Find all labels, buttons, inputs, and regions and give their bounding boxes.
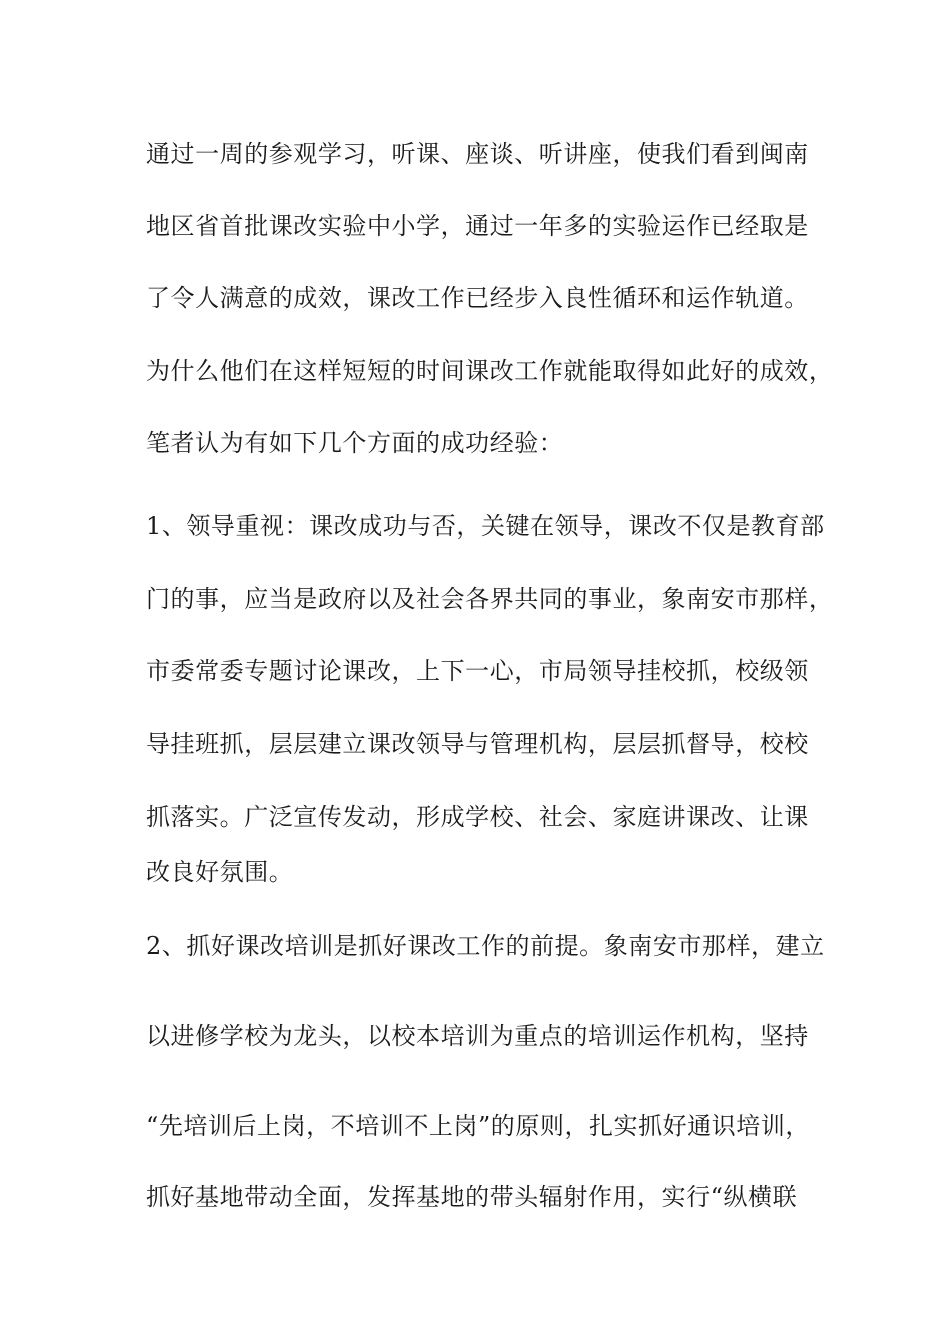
text-line: 通过一周的参观学习，听课、座谈、听讲座，使我们看到闽南: [146, 140, 809, 168]
text-line: 以进修学校为龙头，以校本培训为重点的培训运作机构，坚持: [146, 1022, 809, 1050]
text-line: 笔者认为有如下几个方面的成功经验：: [146, 429, 564, 457]
text-line: 导挂班抓，层层建立课改领导与管理机构，层层抓督导，校校: [146, 730, 809, 758]
text-line: 1、领导重视：课改成功与否，关键在领导，课改不仅是教育部: [146, 512, 825, 540]
text-line: 门的事，应当是政府以及社会各界共同的事业，象南安市那样，: [146, 585, 834, 613]
text-line: 了令人满意的成效，课改工作已经步入良性循环和运作轨道。: [146, 284, 809, 312]
text-line: 市委常委专题讨论课改，上下一心，市局领导挂校抓，校级领: [146, 657, 809, 685]
text-line: “先培训后上岗，不培训不上岗”的原则，扎实抓好通识培训，: [146, 1112, 810, 1140]
text-line: 抓落实。广泛宣传发动，形成学校、社会、家庭讲课改、让课: [146, 803, 809, 831]
text-line: 地区省首批课改实验中小学，通过一年多的实验运作已经取是: [146, 212, 809, 240]
text-line: 改良好氛围。: [146, 858, 294, 886]
text-line: 为什么他们在这样短短的时间课改工作就能取得如此好的成效，: [146, 357, 834, 385]
text-line: 抓好基地带动全面，发挥基地的带头辐射作用，实行“纵横联: [146, 1183, 798, 1211]
text-line: 2、抓好课改培训是抓好课改工作的前提。象南安市那样，建立: [146, 932, 825, 960]
